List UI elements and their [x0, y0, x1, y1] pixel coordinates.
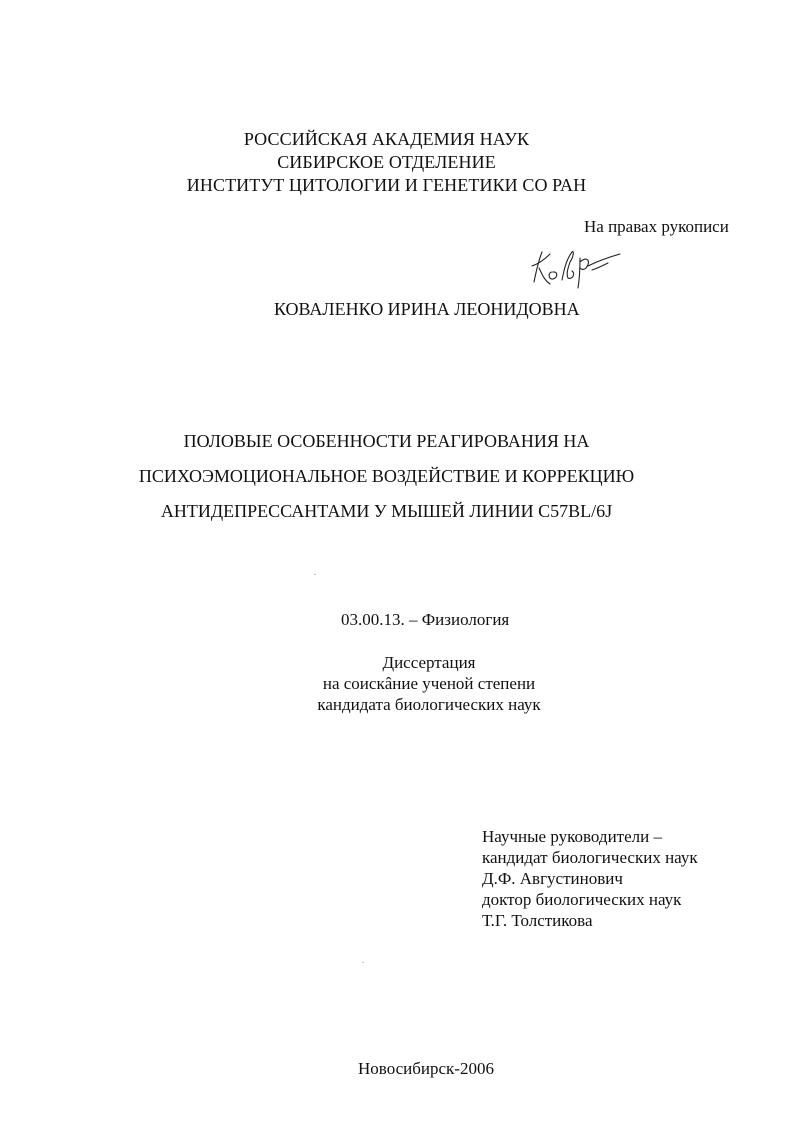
city-year: Новосибирск-2006 — [358, 1059, 494, 1078]
supervisor-name: Д.Ф. Августинович — [482, 869, 623, 888]
specialty-code: 03.00.13. – Физиология — [341, 610, 510, 629]
degree-line: Диссертация — [382, 653, 476, 672]
supervisor-degree: кандидат биологических наук — [482, 848, 698, 867]
supervisor-name: Т.Г. Толстикова — [482, 911, 593, 930]
degree-line: на соискâние ученой степени — [322, 674, 536, 693]
author-name: КОВАЛЕНКО ИРИНА ЛЕОНИДОВНА — [274, 299, 580, 319]
supervisor-degree: доктор биологических наук — [482, 890, 682, 909]
scientific-supervisors — [482, 826, 698, 931]
handwritten-signature — [528, 246, 628, 290]
institution-line-branch: СИБИРСКОЕ ОТДЕЛЕНИЕ — [277, 152, 496, 172]
title-line: ПОЛОВЫЕ ОСОБЕННОСТИ РЕАГИРОВАНИЯ НА — [183, 431, 590, 451]
scan-speck — [314, 574, 316, 575]
institution-line-academy: РОССИЙСКАЯ АКАДЕМИЯ НАУК — [243, 129, 530, 149]
title-line: АНТИДЕПРЕССАНТАМИ У МЫШЕЙ ЛИНИИ C57BL/6J — [160, 501, 613, 521]
degree-description — [0, 652, 793, 715]
institution-line-institute: ИНСТИТУТ ЦИТОЛОГИИ И ГЕНЕТИКИ СО РАН — [186, 175, 587, 195]
manuscript-rights-note: На правах рукописи — [584, 217, 729, 236]
dissertation-title — [0, 424, 793, 529]
supervisors-heading: Научные руководители – — [482, 827, 662, 846]
institution-header — [0, 128, 793, 197]
degree-line: кандидата биологических наук — [317, 695, 541, 714]
title-line: ПСИХОЭМОЦИОНАЛЬНОЕ ВОЗДЕЙСТВИЕ И КОРРЕКЦИЮ — [138, 466, 635, 486]
scan-speck — [362, 962, 364, 963]
